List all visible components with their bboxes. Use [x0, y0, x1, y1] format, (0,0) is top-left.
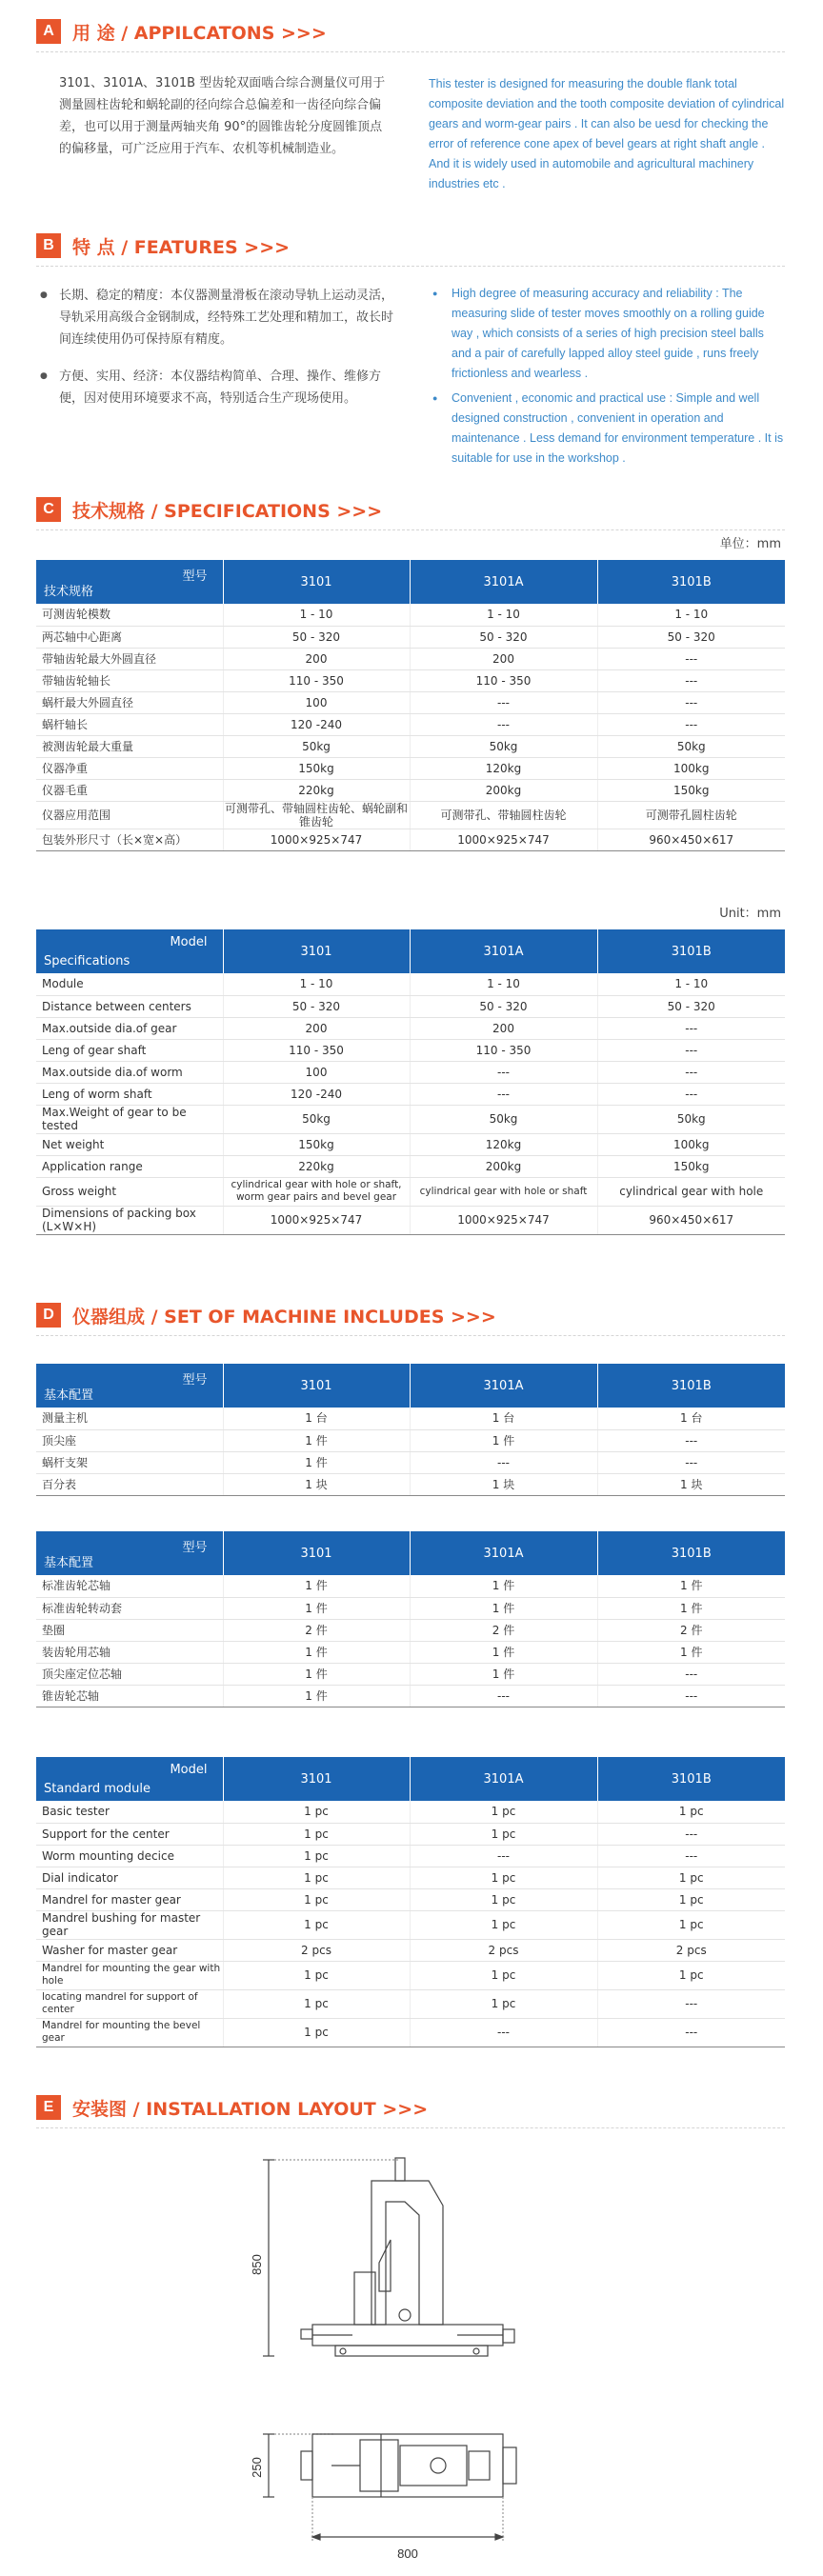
cell-value: 100: [223, 1061, 410, 1083]
row-label: 仪器净重: [36, 757, 223, 779]
cell-value: 1 - 10: [410, 973, 597, 995]
cell-value: 1 pc: [597, 1888, 785, 1910]
cell-value: 150kg: [597, 779, 785, 801]
cell-value: 1 件: [223, 1685, 410, 1707]
cell-value: ---: [410, 1061, 597, 1083]
cell-value: 2 件: [223, 1619, 410, 1641]
unit-label-en: Unit：mm: [719, 907, 781, 921]
cell-value: 110 - 350: [223, 1039, 410, 1061]
cell-value: ---: [597, 1685, 785, 1707]
cell-value: 110 - 350: [223, 669, 410, 691]
row-label: locating mandrel for support of center: [36, 1989, 223, 2018]
cell-value: 1 件: [410, 1597, 597, 1619]
model-header: 3101B: [597, 1364, 785, 1408]
row-label: Basic tester: [36, 1801, 223, 1823]
row-label: 顶尖座定位芯轴: [36, 1663, 223, 1685]
table-row: [36, 648, 785, 669]
cell-value: ---: [597, 713, 785, 735]
table-row: [36, 1641, 785, 1663]
row-label: Support for the center: [36, 1823, 223, 1845]
cell-value: 50 - 320: [597, 626, 785, 648]
installation-drawing: [248, 2148, 533, 2567]
cell-value: 100kg: [597, 1133, 785, 1155]
cell-value: 1 件: [223, 1597, 410, 1619]
cell-value: 1 - 10: [597, 604, 785, 626]
table-row: [36, 1867, 785, 1888]
cell-value: 100: [223, 691, 410, 713]
section-a-header: [36, 17, 327, 46]
section-c-header: [36, 495, 382, 524]
table-row: [36, 1663, 785, 1685]
cell-value: 50kg: [223, 1105, 410, 1133]
cell-value: 1 件: [410, 1575, 597, 1597]
cell-value: 200kg: [410, 1155, 597, 1177]
cell-value: 220kg: [223, 1155, 410, 1177]
row-label: 包装外形尺寸（长×宽×高）: [36, 829, 223, 850]
model-header: 3101A: [410, 929, 597, 973]
set-table-en: [36, 1757, 785, 2047]
section-d-header: [36, 1301, 496, 1329]
cell-value: ---: [410, 1845, 597, 1867]
cell-value: 120kg: [410, 1133, 597, 1155]
cell-value: 50kg: [597, 1105, 785, 1133]
section-badge: D: [36, 1303, 61, 1328]
table-row: [36, 1575, 785, 1597]
cell-value: 50 - 320: [410, 995, 597, 1017]
row-label: 装齿轮用芯轴: [36, 1641, 223, 1663]
table-row: [36, 1619, 785, 1641]
cell-value: ---: [410, 1451, 597, 1473]
row-label: 仪器应用范围: [36, 801, 223, 829]
column-shape: [371, 2181, 443, 2325]
cell-value: 50 - 320: [597, 995, 785, 1017]
table-row: [36, 1177, 785, 1206]
model-header: 3101: [223, 560, 410, 604]
row-label: Max.outside dia.of worm: [36, 1061, 223, 1083]
cell-value: ---: [597, 1845, 785, 1867]
cell-value: 1 - 10: [410, 604, 597, 626]
cell-value: cylindrical gear with hole or shaft: [410, 1177, 597, 1206]
cell-value: ---: [597, 691, 785, 713]
row-label: Gross weight: [36, 1177, 223, 1206]
cell-value: 1 pc: [223, 1888, 410, 1910]
cell-value: 1 - 10: [223, 973, 410, 995]
table-row: [36, 757, 785, 779]
set-table-basic: [36, 1364, 785, 1496]
cell-value: 1 台: [410, 1408, 597, 1429]
cell-value: 2 件: [410, 1619, 597, 1641]
cell-value: cylindrical gear with hole or shaft, worm gear pairs and bevel gear: [223, 1177, 410, 1206]
cell-value: 1 件: [223, 1575, 410, 1597]
cell-value: 1 件: [597, 1575, 785, 1597]
cell-value: 120 -240: [223, 713, 410, 735]
section-title: 技术规格 / SPECIFICATIONS >>>: [72, 500, 383, 522]
table-row: [36, 1039, 785, 1061]
table-row: [36, 735, 785, 757]
model-header: 3101B: [597, 560, 785, 604]
table-row: [36, 1429, 785, 1451]
section-badge: E: [36, 2095, 61, 2120]
table-row: [36, 779, 785, 801]
row-label: Worm mounting decice: [36, 1845, 223, 1867]
table-row: [36, 1133, 785, 1155]
cell-value: 120kg: [410, 757, 597, 779]
cell-value: 50kg: [223, 735, 410, 757]
cell-value: ---: [597, 669, 785, 691]
table-row: [36, 1845, 785, 1867]
section-b-header: [36, 231, 290, 260]
table-row: [36, 1408, 785, 1429]
cell-value: 1000×925×747: [410, 829, 597, 850]
cell-value: 可测带孔、带轴圆柱齿轮、蜗轮副和锥齿轮: [224, 801, 408, 829]
row-label: 带轴齿轮最大外圆直径: [36, 648, 223, 669]
row-label: Max.outside dia.of gear: [36, 1017, 223, 1039]
cell-value: 200: [223, 1017, 410, 1039]
height-dimension: 850: [250, 2254, 264, 2275]
cell-value: 1 件: [223, 1641, 410, 1663]
model-header: 3101B: [597, 1531, 785, 1575]
row-label: Leng of gear shaft: [36, 1039, 223, 1061]
divider: [36, 1335, 785, 1336]
table-row: [36, 801, 785, 829]
row-label: Washer for master gear: [36, 1939, 223, 1961]
cell-value: 1 pc: [223, 1823, 410, 1845]
model-header: 3101A: [410, 1757, 597, 1801]
row-label: 带轴齿轮轴长: [36, 669, 223, 691]
table-corner-header: Model Specifications: [36, 929, 223, 973]
section-badge: B: [36, 233, 61, 258]
section-title: 用 途 / APPILCATONS >>>: [72, 22, 327, 44]
table-row: [36, 604, 785, 626]
cell-value: 200: [223, 648, 410, 669]
row-label: Leng of worm shaft: [36, 1083, 223, 1105]
cell-value: 1 pc: [223, 2018, 410, 2047]
table-row: [36, 973, 785, 995]
model-header: 3101A: [410, 560, 597, 604]
table-corner-header: 型号 技术规格: [36, 560, 223, 604]
row-label: 测量主机: [36, 1408, 223, 1429]
applications-en: This tester is designed for measuring the double flank total composite deviation and the tooth composite deviation of cylindrical gears and worm-gear pairs . It can also be uesd for checking the error of reference cone apex of bevel gears at right shaft angle . And it is widely used in automobile and agricultural machinery industries etc .: [429, 77, 785, 190]
row-label: Dial indicator: [36, 1867, 223, 1888]
cell-value: 1 件: [410, 1663, 597, 1685]
cell-value: 2 pcs: [223, 1939, 410, 1961]
cell-value: 1 块: [223, 1473, 410, 1495]
table-row: [36, 1823, 785, 1845]
table-row: [36, 1061, 785, 1083]
cell-value: 1 件: [410, 1429, 597, 1451]
row-label: 可测齿轮模数: [36, 604, 223, 626]
spec-table-en: [36, 929, 785, 1235]
feature-en-1: ● High degree of measuring accuracy and reliability : The measuring slide of tester moves smoothly on a rolling guide way , which consists of a series of high precision steel balls and a pair of carefully lapped alloy steel guide , runs freely frictionless and wearless .: [431, 284, 785, 384]
model-header: 3101: [223, 929, 410, 973]
cell-value: 1000×925×747: [223, 1206, 410, 1234]
table-row: [36, 1017, 785, 1039]
table-row: [36, 1910, 785, 1939]
row-label: Mandrel bushing for master gear: [36, 1910, 223, 1939]
table-corner-header: Model Standard module: [36, 1757, 223, 1801]
cell-value: 2 件: [597, 1619, 785, 1641]
row-label: Max.Weight of gear to be tested: [36, 1105, 223, 1133]
section-title: 仪器组成 / SET OF MACHINE INCLUDES >>>: [72, 1306, 496, 1328]
divider: [36, 529, 785, 530]
cell-value: 1 pc: [597, 1801, 785, 1823]
row-label: 蜗杆最大外圆直径: [36, 691, 223, 713]
cell-value: 1 件: [410, 1641, 597, 1663]
model-header: 3101B: [597, 929, 785, 973]
cell-value: 1 pc: [223, 1867, 410, 1888]
model-header: 3101A: [410, 1531, 597, 1575]
table-row: [36, 995, 785, 1017]
row-label: 顶尖座: [36, 1429, 223, 1451]
table-row: [36, 1105, 785, 1133]
cell-value: ---: [597, 1429, 785, 1451]
cell-value: 1 pc: [223, 1961, 410, 1989]
cell-value: cylindrical gear with hole: [597, 1177, 785, 1206]
cell-value: 1 pc: [597, 1867, 785, 1888]
applications-cn: 3101、3101A、3101B 型齿轮双面啮合综合测量仪可用于测量圆柱齿轮和蜗轮副的径向综合总偏差和一齿径向综合偏差，也可以用于测量两轴夹角 90°的圆锥齿轮分度圆锥顶点的偏移量，可广泛应用于汽车、农机等机械制造业。: [59, 76, 386, 156]
row-label: 标准齿轮芯轴: [36, 1575, 223, 1597]
cell-value: 2 pcs: [410, 1939, 597, 1961]
cell-value: 1 件: [223, 1429, 410, 1451]
cell-value: 1 块: [597, 1473, 785, 1495]
cell-value: 1 pc: [223, 1989, 410, 2018]
cell-value: 150kg: [223, 1133, 410, 1155]
table-row: [36, 829, 785, 850]
cell-value: 150kg: [223, 757, 410, 779]
cell-value: 1 pc: [410, 1961, 597, 1989]
section-e-header: [36, 2093, 428, 2122]
cell-value: 1 pc: [597, 1961, 785, 1989]
cell-value: 2 pcs: [597, 1939, 785, 1961]
cell-value: 1 pc: [410, 1910, 597, 1939]
unit-label-cn: 单位：mm: [719, 537, 781, 551]
cell-value: ---: [597, 2018, 785, 2047]
row-label: 仪器毛重: [36, 779, 223, 801]
divider: [36, 2127, 785, 2128]
cell-value: 1 pc: [223, 1801, 410, 1823]
table-row: [36, 1155, 785, 1177]
cell-value: 200kg: [410, 779, 597, 801]
row-label: Mandrel for mounting the gear with hole: [36, 1961, 223, 1989]
section-title: 特 点 / FEATURES >>>: [72, 236, 291, 258]
cell-value: 200: [410, 1017, 597, 1039]
table-row: [36, 1801, 785, 1823]
row-label: Net weight: [36, 1133, 223, 1155]
cell-value: 100kg: [597, 757, 785, 779]
feature-cn-1: ● 长期、稳定的精度：本仪器测量滑板在滚动导轨上运动灵活，导轨采用高级合金钢制成，经特殊工艺处理和精加工，故长时间连续使用仍可保持原有精度。: [38, 285, 394, 350]
cell-value: 1 pc: [410, 1823, 597, 1845]
cell-value: ---: [597, 1989, 785, 2018]
row-label: Application range: [36, 1155, 223, 1177]
row-label: Distance between centers: [36, 995, 223, 1017]
cell-value: 1 件: [223, 1663, 410, 1685]
table-corner-header: 型号 基本配置: [36, 1531, 223, 1575]
cell-value: 50kg: [410, 1105, 597, 1133]
cell-value: 可测带孔、带轴圆柱齿轮: [410, 801, 597, 829]
cell-value: 1 件: [223, 1451, 410, 1473]
feature-en-2: ● Convenient , economic and practical use : Simple and well designed construction , convenient in operation and maintenance . Less demand for environment temperature . It is suitable for use in the workshop .: [431, 389, 785, 469]
section-badge: C: [36, 497, 61, 522]
table-row: [36, 1473, 785, 1495]
row-label: 两芯轴中心距离: [36, 626, 223, 648]
model-header: 3101A: [410, 1364, 597, 1408]
row-label: 百分表: [36, 1473, 223, 1495]
cell-value: 50kg: [597, 735, 785, 757]
table-row: [36, 2018, 785, 2047]
divider: [36, 51, 785, 52]
table-row: [36, 1451, 785, 1473]
table-row: [36, 691, 785, 713]
model-header: 3101B: [597, 1757, 785, 1801]
row-label: 垫圈: [36, 1619, 223, 1641]
table-row: [36, 1888, 785, 1910]
row-label: 蜗杆支架: [36, 1451, 223, 1473]
model-header: 3101: [223, 1364, 410, 1408]
row-label: Mandrel for master gear: [36, 1888, 223, 1910]
table-row: [36, 1961, 785, 1989]
row-label: 蜗杆轴长: [36, 713, 223, 735]
model-header: 3101: [223, 1531, 410, 1575]
cell-value: 1 台: [597, 1408, 785, 1429]
cell-value: ---: [597, 1039, 785, 1061]
cell-value: 1 pc: [597, 1910, 785, 1939]
cell-value: 150kg: [597, 1155, 785, 1177]
cell-value: ---: [410, 1083, 597, 1105]
table-row: [36, 1989, 785, 2018]
cell-value: 1 件: [597, 1641, 785, 1663]
cell-value: 200: [410, 648, 597, 669]
cell-value: 1 pc: [410, 1801, 597, 1823]
cell-value: 1 pc: [410, 1989, 597, 2018]
row-label: Mandrel for mounting the bevel gear: [36, 2018, 223, 2047]
table-row: [36, 1083, 785, 1105]
cell-value: 1 - 10: [223, 604, 410, 626]
cell-value: ---: [597, 1061, 785, 1083]
set-table-accessories: [36, 1531, 785, 1707]
cell-value: 110 - 350: [410, 669, 597, 691]
cell-value: ---: [597, 1823, 785, 1845]
table-row: [36, 626, 785, 648]
cell-value: 220kg: [223, 779, 410, 801]
table-row: [36, 1206, 785, 1234]
cell-value: ---: [597, 1451, 785, 1473]
spec-table-cn: [36, 560, 785, 851]
cell-value: 120 -240: [223, 1083, 410, 1105]
cell-value: 1000×925×747: [410, 1206, 597, 1234]
cell-value: ---: [410, 691, 597, 713]
cell-value: 1 pc: [410, 1888, 597, 1910]
row-label: 锥齿轮芯轴: [36, 1685, 223, 1707]
row-label: Module: [36, 973, 223, 995]
cell-value: 50 - 320: [223, 626, 410, 648]
table-row: [36, 669, 785, 691]
cell-value: 960×450×617: [597, 829, 785, 850]
row-label: 标准齿轮转动套: [36, 1597, 223, 1619]
cell-value: 1 件: [597, 1597, 785, 1619]
cell-value: ---: [410, 2018, 597, 2047]
cell-value: 1 - 10: [597, 973, 785, 995]
cell-value: 可测带孔圆柱齿轮: [597, 801, 785, 829]
row-label: Dimensions of packing box (L×W×H): [36, 1206, 223, 1234]
cell-value: ---: [597, 648, 785, 669]
cell-value: 1 块: [410, 1473, 597, 1495]
depth-dimension: 250: [250, 2457, 264, 2478]
divider: [36, 266, 785, 267]
table-corner-header: 型号 基本配置: [36, 1364, 223, 1408]
table-row: [36, 713, 785, 735]
cell-value: ---: [597, 1663, 785, 1685]
cell-value: 1 台: [223, 1408, 410, 1429]
cell-value: 1 pc: [223, 1845, 410, 1867]
table-row: [36, 1685, 785, 1707]
cell-value: 50 - 320: [410, 626, 597, 648]
model-header: 3101: [223, 1757, 410, 1801]
section-title: 安装图 / INSTALLATION LAYOUT >>>: [72, 2098, 429, 2120]
cell-value: ---: [597, 1017, 785, 1039]
cell-value: 1000×925×747: [223, 829, 410, 850]
cell-value: 960×450×617: [597, 1206, 785, 1234]
section-badge: A: [36, 19, 61, 44]
cell-value: ---: [410, 1685, 597, 1707]
width-dimension: 800: [397, 2546, 418, 2561]
cell-value: 50kg: [410, 735, 597, 757]
table-row: [36, 1939, 785, 1961]
cell-value: 110 - 350: [410, 1039, 597, 1061]
spindle-shape: [395, 2158, 405, 2181]
row-label: 被测齿轮最大重量: [36, 735, 223, 757]
cell-value: ---: [597, 1083, 785, 1105]
feature-cn-2: ● 方便、实用、经济：本仪器结构简单、合理、操作、维修方便，因对使用环境要求不高，特别适合生产现场使用。: [38, 366, 394, 409]
cell-value: 1 pc: [410, 1867, 597, 1888]
cell-value: 50 - 320: [223, 995, 410, 1017]
table-row: [36, 1597, 785, 1619]
cell-value: 1 pc: [223, 1910, 410, 1939]
cell-value: ---: [410, 713, 597, 735]
